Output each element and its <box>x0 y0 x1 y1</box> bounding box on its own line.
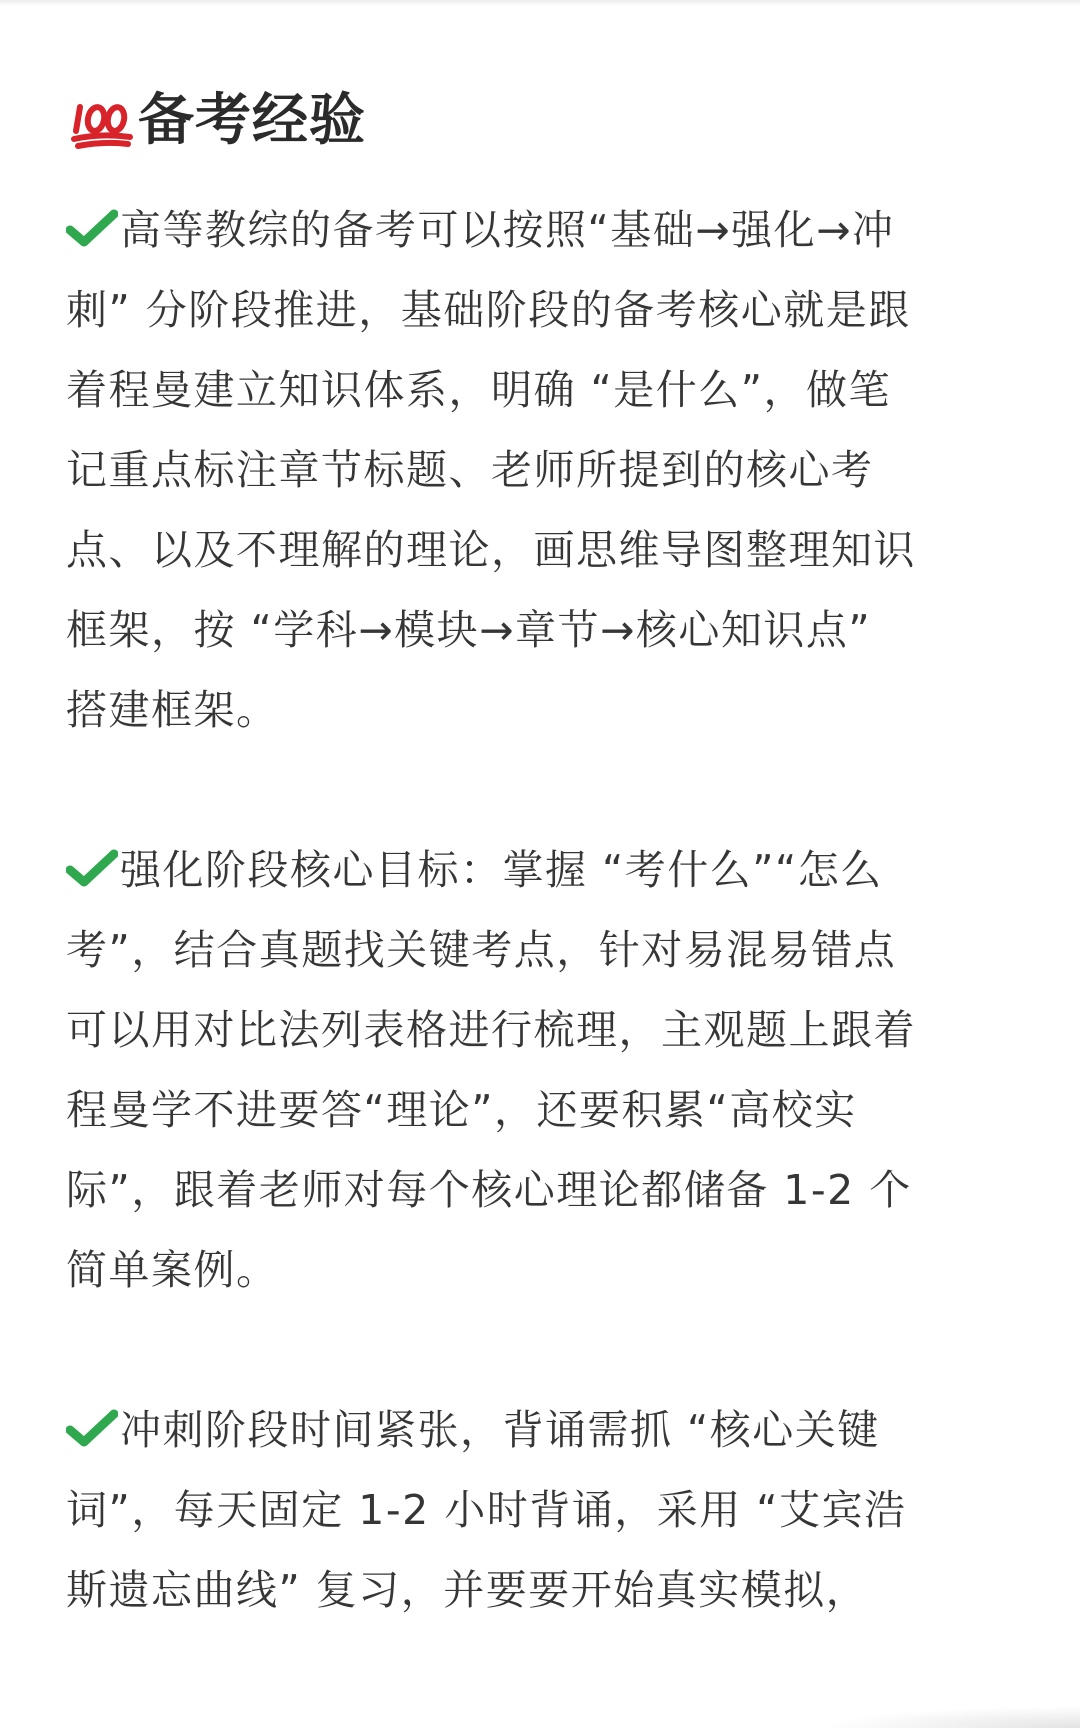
paragraph-text: 高等教综的备考可以按照“基础→强化→冲 刺” 分阶段推进，基础阶段的备考核心就是跟 着程曼建立知识体系，明确 “是什么”，做笔 记重点标注章节标题、老师所提到的核心考 点、以及不理解的理论，画思维导图整理知识 框架，按 “学科→模块→章节→核心知识点” 搭建框架。 <box>66 206 916 734</box>
article-body <box>66 190 1026 1630</box>
paragraph-text: 强化阶段核心目标：掌握 “考什么”“怎么 考”，结合真题找关键考点，针对易混易错点 可以用对比法列表格进行梳理，主观题上跟着 程曼学不进要答“理论”，还要积累“高校实 际”，跟着老师对每个核心理论都储备 1-2 个 简单案例。 <box>66 846 916 1294</box>
section-heading <box>70 86 366 156</box>
check-mark-icon <box>66 1394 118 1434</box>
paragraph-text: 冲刺阶段时间紧张，背诵需抓 “核心关键 词”，每天固定 1-2 小时背诵，采用 “艾宾浩 斯遗忘曲线” 复习，并要要开始真实模拟， <box>66 1406 907 1614</box>
check-mark-icon <box>66 834 118 874</box>
hundred-points-icon <box>70 91 134 151</box>
top-divider <box>0 0 1080 6</box>
bottom-edge-shadow <box>820 1706 1080 1728</box>
check-mark-icon <box>66 194 118 234</box>
page-title: 备考经验 <box>138 88 366 153</box>
paragraph-sprint <box>66 1390 1026 1630</box>
paragraph-strengthen <box>66 830 1026 1310</box>
paragraph-foundation <box>66 190 1026 750</box>
